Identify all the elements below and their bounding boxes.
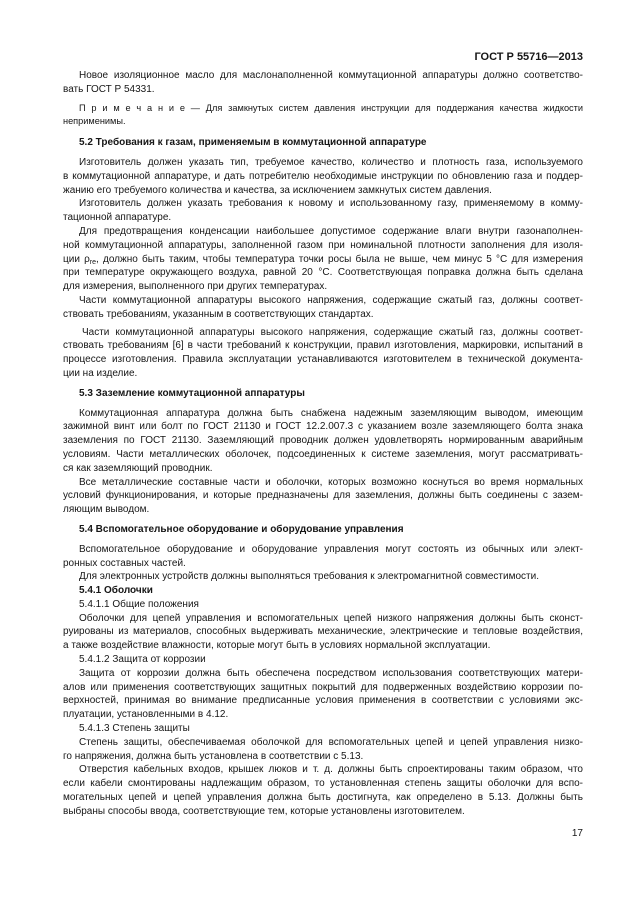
page-number: 17: [571, 828, 583, 839]
text-line: Части коммутационной аппаратуры высокого напряжения, содержащие сжатый газ, должны соответ-: [82, 326, 583, 338]
text-line: Изготовитель должен указать тип, требуемое качество, количество и плотность газа, используемого: [79, 156, 583, 168]
text-line: Для предотвращения конденсации наибольшее допустимое содержание влаги внутри газонаполнен-: [79, 225, 583, 237]
text-line: если кабели смонтированы надлежащим образом, то установленная степень защиты оболочки для вспо-: [63, 778, 583, 790]
text-line: условиям. Части металлических оболочек, подсоединенных к системе заземления, могут рассматривать-: [63, 448, 583, 460]
paragraph: [63, 326, 583, 381]
text-line: Коммутационная аппаратура должна быть снабжена надежным заземляющим выводом, имеющим: [79, 407, 583, 419]
paragraph: [63, 543, 583, 571]
text-line: Отверстия кабельных входов, крышек люков и т. д. должны быть спроектированы таким образом, что: [79, 764, 583, 776]
text-line: ствовать требованиям [6] в части требований к конструкции, правил изготовления, маркировки, испытаний в: [63, 340, 583, 352]
text-line: Защита от коррозии должна быть обеспечена посредством использования соответствующих матери-: [79, 667, 583, 679]
text-line: Изготовитель должен указать требования к новому и использованному газу, применяемому в комму-: [79, 198, 583, 210]
text-line: ной коммутационной аппаратуры, заполненной газом при номинальной плотности заполнения для изоля-: [63, 239, 583, 251]
paragraph: [63, 294, 583, 322]
text-line: зажимной винт или болт по ГОСТ 21130 и ГОСТ 12.2.007.3 с указанием возле заземляющего болта знака: [63, 421, 583, 433]
document-body: [63, 69, 583, 819]
text-line: Степень защиты, обеспечиваемая оболочкой для вспомогательных цепей и цепей управления низко-: [79, 736, 583, 748]
text-fragment: , должно быть таким, чтобы температура точки росы была не выше, чем минус 5 °С для измерения: [96, 253, 583, 265]
text-line: ся как заземляющий проводник.: [63, 462, 213, 474]
subsection-heading: 5.4.1 Оболочки: [79, 585, 153, 597]
text-line: [63, 253, 583, 267]
text-line: Оболочки для цепей управления и вспомогательных цепей низкого напряжения должны быть сконст-: [79, 612, 583, 624]
paragraph: [63, 407, 583, 476]
text-fragment: ции ρ: [63, 253, 90, 265]
density-subscript: re: [89, 258, 97, 266]
text-line: Новое изоляционное масло для маслонаполненной коммутационной аппаратуры должно соответство-: [79, 70, 583, 81]
text-line: Все металлические составные части и оболочки, которых возможно коснуться во время нормальных: [79, 476, 583, 488]
text-line: могательных цепей и цепей управления должна быть достигнута, как определено в 5.13. Должны быть: [63, 792, 583, 804]
text-line: плуатации, установленными в 4.12.: [63, 709, 229, 721]
clause-heading: 5.4.1.3 Степень защиты: [79, 723, 190, 735]
text-line: Для электронных устройств должны выполняться требования к электромагнитной совместимости.: [79, 571, 539, 583]
text-line: Вспомогательное оборудование и оборудование управления могут состоять из обычных или элект-: [79, 543, 583, 555]
text-line: верхностей, принимая во внимание предписанные условия применения в соответствии с условиями экс-: [63, 695, 583, 707]
paragraph: [63, 570, 583, 584]
paragraph: [63, 667, 583, 722]
text-line: выбраны способы ввода, соответствующие тем, которые установлены изготовителем.: [63, 805, 465, 817]
text-line: для измерения, выполненного при других температурах.: [63, 281, 328, 293]
note-line: неприменимы.: [63, 116, 126, 127]
section-heading: 5.3 Заземление коммутационной аппаратуры: [79, 387, 305, 399]
text-line: алов или применения соответствующих защитных покрытий для подверженных воздействию коррозии по-: [63, 681, 583, 693]
paragraph: [63, 612, 583, 653]
text-line: условий функционирования, и которые предназначены для заземления, должны быть соединены с зазем-: [63, 490, 583, 502]
text-line: тационной аппаратуре.: [63, 212, 172, 224]
text-line: жанию его требуемого количества и качества, за исключением замкнутых систем давления.: [63, 184, 492, 196]
paragraph: [63, 736, 583, 764]
paragraph: [63, 476, 583, 517]
text-line: ляющим выводом.: [63, 504, 150, 516]
text-line: Части коммутационной аппаратуры высокого напряжения, содержащие сжатый газ, должны соответ-: [79, 294, 583, 306]
text-line: ствовать требованиям, указанным в соответствующих стандартах.: [63, 308, 374, 320]
text-line: заземления по ГОСТ 21130. Заземляющий проводник должен удовлетворять нормированным аварийным: [63, 435, 583, 447]
paragraph: [63, 197, 583, 225]
paragraph: [63, 156, 583, 197]
text-line: вать ГОСТ Р 54331.: [63, 83, 155, 95]
paragraph: [63, 69, 583, 97]
text-line: ции на изделие.: [63, 367, 138, 379]
clause-heading: 5.4.1.1 Общие положения: [79, 598, 199, 610]
text-line: при температуре окружающего воздуха, равной 20 °С. Соответствующая поправка должна быть сделана: [63, 267, 583, 279]
note-line: П р и м е ч а н и е — Для замкнутых систем давления инструкции для поддержания качества жидкости: [79, 102, 583, 113]
text-line: руированы из материалов, способных выдерживать механические, электрические и тепловые воздействия,: [63, 626, 583, 638]
paragraph: [63, 225, 583, 294]
text-line: процессе изготовления. Правила эксплуатации устанавливаются изготовителем в технической документа-: [63, 354, 583, 366]
text-line: го напряжения, должна быть установлена в соответствии с 5.13.: [63, 750, 364, 762]
note: [63, 102, 583, 130]
text-line: ронных составных частей.: [63, 557, 186, 569]
document-id-header: ГОСТ Р 55716—2013: [474, 51, 583, 63]
section-heading: 5.2 Требования к газам, применяемым в коммутационной аппаратуре: [79, 137, 427, 149]
section-heading: 5.4 Вспомогательное оборудование и оборудование управления: [79, 523, 404, 535]
text-line: а также воздействие влажности, которые могут быть в условиях нормальной эксплуатации.: [63, 640, 491, 652]
clause-heading: 5.4.1.2 Защита от коррозии: [79, 654, 206, 666]
text-line: в коммутационной аппаратуре, и дать потребителю необходимые инструкции по обновлению газа и поддер-: [63, 170, 583, 182]
paragraph: [63, 763, 583, 818]
